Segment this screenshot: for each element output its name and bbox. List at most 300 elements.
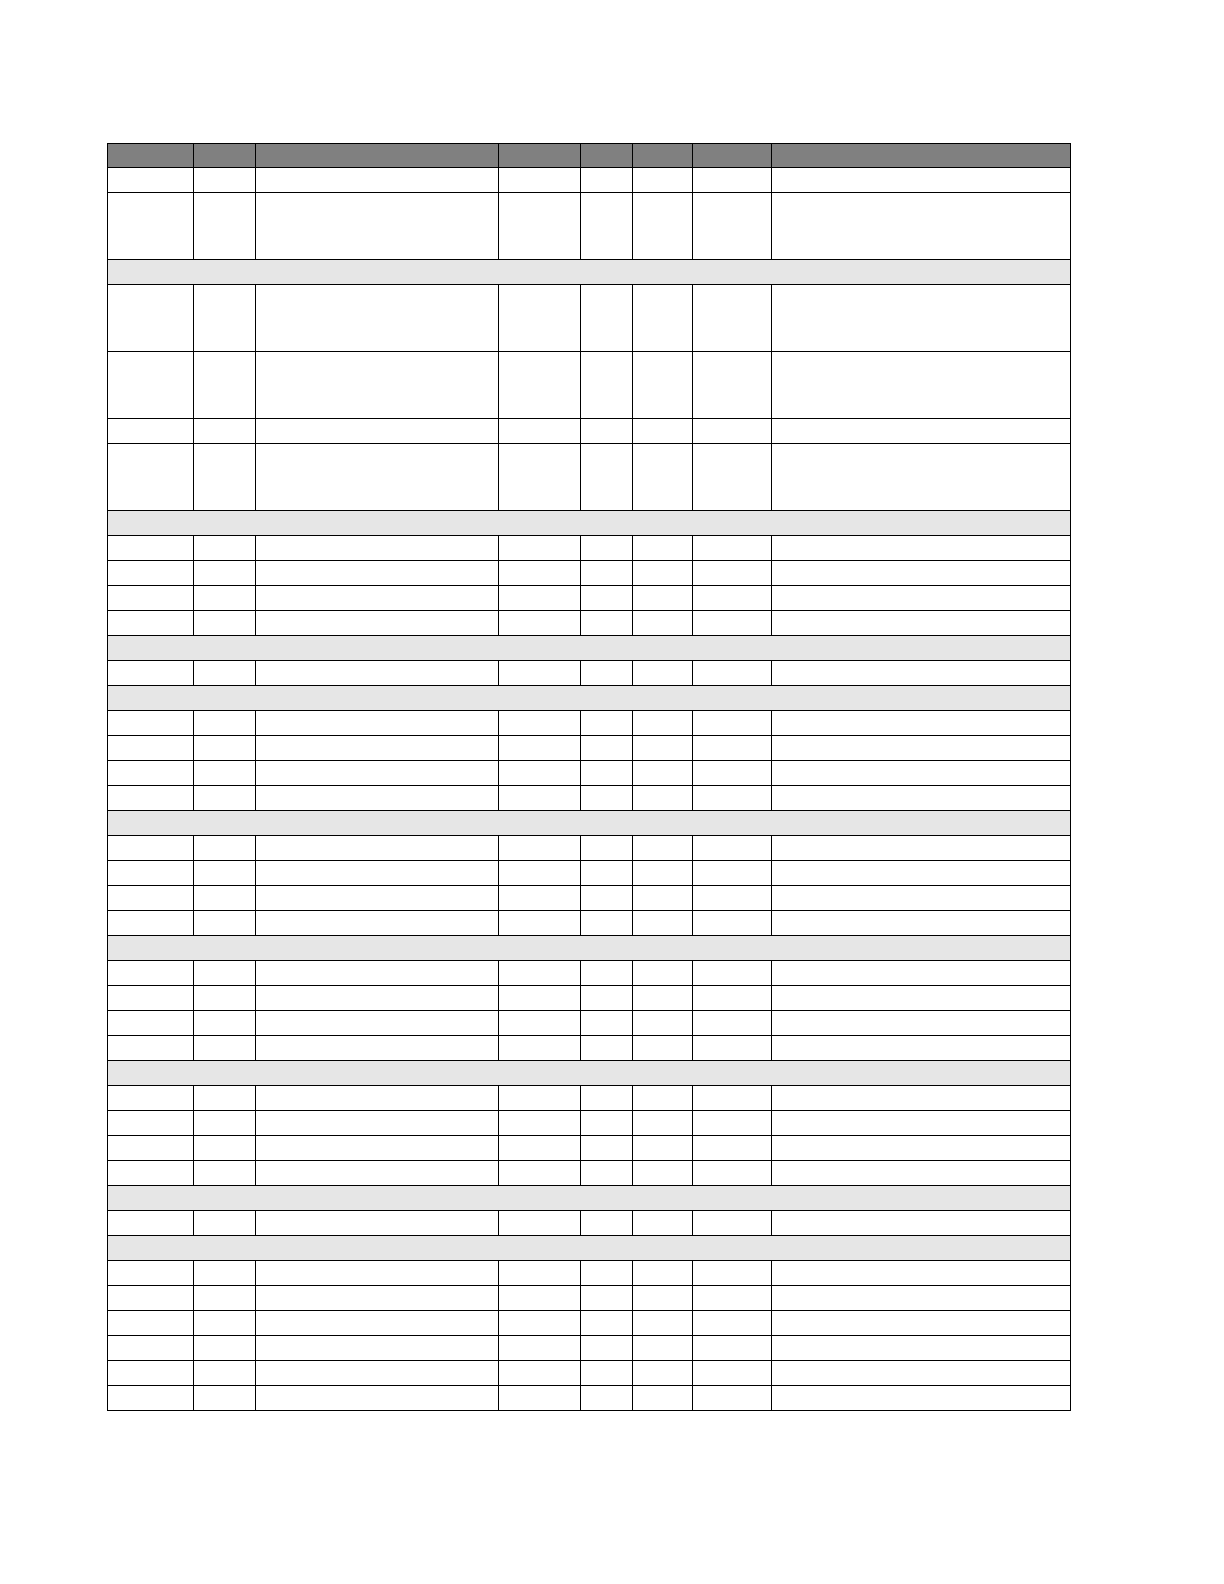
table-cell (581, 661, 633, 686)
table-cell (581, 193, 633, 260)
table-row (108, 1011, 1071, 1036)
table-cell (772, 786, 1071, 811)
table-cell (256, 444, 499, 511)
table-cell (633, 711, 693, 736)
section-label (108, 1061, 1071, 1086)
table-cell (108, 1261, 194, 1286)
section-label (108, 811, 1071, 836)
table-cell (499, 1286, 581, 1311)
table-cell (633, 1111, 693, 1136)
table-cell (108, 1086, 194, 1111)
table-cell (194, 1136, 256, 1161)
table-cell (693, 611, 772, 636)
table-cell (108, 661, 194, 686)
table-cell (772, 886, 1071, 911)
table-cell (633, 419, 693, 444)
table-row (108, 586, 1071, 611)
table-cell (256, 1111, 499, 1136)
table-cell (194, 836, 256, 861)
table-cell (581, 1086, 633, 1111)
table-cell (581, 1136, 633, 1161)
table-cell (108, 1386, 194, 1411)
table-cell (633, 168, 693, 193)
table-cell (693, 986, 772, 1011)
table-row (108, 911, 1071, 936)
table-cell (108, 761, 194, 786)
table-cell (633, 1386, 693, 1411)
table-cell (499, 352, 581, 419)
table-cell (772, 419, 1071, 444)
table-cell (633, 861, 693, 886)
table-cell (108, 1111, 194, 1136)
table-cell (772, 352, 1071, 419)
table-cell (499, 536, 581, 561)
section-label (108, 1186, 1071, 1211)
table-cell (633, 586, 693, 611)
table-cell (772, 1161, 1071, 1186)
table-cell (633, 285, 693, 352)
table-cell (693, 1336, 772, 1361)
table-cell (108, 1286, 194, 1311)
table-cell (256, 193, 499, 260)
table-cell (633, 961, 693, 986)
table-cell (108, 836, 194, 861)
table-cell (194, 561, 256, 586)
table-cell (108, 1036, 194, 1061)
table-cell (693, 1161, 772, 1186)
table-cell (256, 911, 499, 936)
table-cell (772, 1211, 1071, 1236)
table-cell (194, 1011, 256, 1036)
table-row (108, 1261, 1071, 1286)
table-cell (633, 1161, 693, 1186)
table-cell (633, 352, 693, 419)
table-cell (693, 1086, 772, 1111)
table-cell (772, 1261, 1071, 1286)
table-cell (256, 1261, 499, 1286)
table-row (108, 786, 1071, 811)
table-cell (581, 1011, 633, 1036)
table-cell (772, 736, 1071, 761)
table-cell (772, 1011, 1071, 1036)
table-cell (194, 1336, 256, 1361)
table-row (108, 661, 1071, 686)
table-cell (256, 611, 499, 636)
table-cell (633, 986, 693, 1011)
table-cell (633, 193, 693, 260)
table-row (108, 352, 1071, 419)
table-cell (194, 911, 256, 936)
table-cell (693, 193, 772, 260)
table-cell (108, 561, 194, 586)
table-cell (772, 1086, 1071, 1111)
table-cell (499, 1086, 581, 1111)
section-header-row (108, 636, 1071, 661)
table-cell (633, 444, 693, 511)
section-header-row (108, 936, 1071, 961)
table-cell (772, 1386, 1071, 1411)
table-cell (581, 1161, 633, 1186)
table-cell (499, 961, 581, 986)
table-row (108, 1211, 1071, 1236)
table-cell (693, 536, 772, 561)
table-cell (633, 1211, 693, 1236)
table-cell (581, 711, 633, 736)
table-cell (256, 836, 499, 861)
table-cell (194, 193, 256, 260)
table-cell (499, 561, 581, 586)
table-row (108, 1311, 1071, 1336)
table-cell (772, 1336, 1071, 1361)
section-header-row (108, 1186, 1071, 1211)
section-label (108, 686, 1071, 711)
table-cell (108, 736, 194, 761)
table-cell (194, 986, 256, 1011)
table-cell (108, 352, 194, 419)
table-row (108, 1036, 1071, 1061)
table-cell (633, 536, 693, 561)
table-cell (108, 1361, 194, 1386)
table-cell (772, 1311, 1071, 1336)
table-cell (772, 1036, 1071, 1061)
table-cell (693, 711, 772, 736)
table-cell (633, 1361, 693, 1386)
table-cell (108, 1336, 194, 1361)
table-cell (194, 285, 256, 352)
table-cell (194, 711, 256, 736)
table-cell (633, 1011, 693, 1036)
table-cell (256, 861, 499, 886)
table-cell (499, 611, 581, 636)
table-cell (108, 419, 194, 444)
table-cell (693, 761, 772, 786)
table-cell (581, 736, 633, 761)
table-cell (633, 1336, 693, 1361)
section-header-row (108, 811, 1071, 836)
table-cell (194, 886, 256, 911)
table-cell (256, 1311, 499, 1336)
table-cell (693, 1286, 772, 1311)
table-body (108, 168, 1071, 1411)
table-cell (256, 1161, 499, 1186)
section-label (108, 636, 1071, 661)
table-cell (633, 736, 693, 761)
table-row (108, 536, 1071, 561)
table-cell (108, 1136, 194, 1161)
section-label (108, 1236, 1071, 1261)
table-cell (194, 1311, 256, 1336)
table-cell (108, 861, 194, 886)
table-cell (499, 736, 581, 761)
table-cell (772, 285, 1071, 352)
section-header-row (108, 686, 1071, 711)
table-cell (633, 1036, 693, 1061)
table-header-row (108, 144, 1071, 168)
column-header (581, 144, 633, 168)
table-row (108, 561, 1071, 586)
section-label (108, 260, 1071, 285)
table-row (108, 1286, 1071, 1311)
table-cell (693, 736, 772, 761)
table-row (108, 193, 1071, 260)
table-cell (499, 836, 581, 861)
table-cell (633, 611, 693, 636)
table-cell (693, 861, 772, 886)
table-cell (499, 861, 581, 886)
table-cell (693, 911, 772, 936)
table-cell (256, 1086, 499, 1111)
table-row (108, 861, 1071, 886)
table-cell (581, 611, 633, 636)
table-cell (499, 1036, 581, 1061)
table-cell (693, 352, 772, 419)
table-cell (256, 1136, 499, 1161)
table-cell (194, 586, 256, 611)
table-cell (108, 586, 194, 611)
column-header (772, 144, 1071, 168)
column-header (499, 144, 581, 168)
table-row (108, 1086, 1071, 1111)
table-cell (581, 1111, 633, 1136)
table-cell (256, 786, 499, 811)
table-cell (633, 661, 693, 686)
table-cell (108, 711, 194, 736)
table-cell (499, 661, 581, 686)
table-cell (194, 1386, 256, 1411)
table-cell (194, 1361, 256, 1386)
table-cell (194, 352, 256, 419)
section-label (108, 511, 1071, 536)
table-cell (772, 1136, 1071, 1161)
table-cell (256, 961, 499, 986)
table-cell (581, 586, 633, 611)
table-row (108, 886, 1071, 911)
table-cell (499, 1211, 581, 1236)
table-cell (772, 711, 1071, 736)
table-cell (693, 1036, 772, 1061)
table-cell (108, 986, 194, 1011)
table-cell (256, 736, 499, 761)
table-cell (256, 352, 499, 419)
table-cell (256, 561, 499, 586)
table-cell (581, 1036, 633, 1061)
table-cell (499, 285, 581, 352)
table-cell (194, 861, 256, 886)
table-cell (693, 561, 772, 586)
table-cell (499, 1336, 581, 1361)
table-cell (194, 168, 256, 193)
table-cell (499, 586, 581, 611)
table-cell (499, 1311, 581, 1336)
table-cell (581, 961, 633, 986)
table-cell (693, 444, 772, 511)
table-row (108, 836, 1071, 861)
table-cell (499, 193, 581, 260)
table-cell (693, 886, 772, 911)
column-header (693, 144, 772, 168)
section-header-row (108, 1061, 1071, 1086)
table-row (108, 285, 1071, 352)
table-cell (108, 611, 194, 636)
table-cell (772, 661, 1071, 686)
table-cell (581, 168, 633, 193)
table-cell (633, 836, 693, 861)
table-cell (581, 911, 633, 936)
table-cell (693, 1261, 772, 1286)
table-cell (499, 419, 581, 444)
table-cell (772, 561, 1071, 586)
table-row (108, 168, 1071, 193)
table-cell (633, 1136, 693, 1161)
table-cell (581, 419, 633, 444)
table-cell (499, 711, 581, 736)
table-cell (499, 1361, 581, 1386)
table-cell (194, 786, 256, 811)
table-cell (499, 1136, 581, 1161)
table-cell (693, 661, 772, 686)
table-cell (581, 861, 633, 886)
section-header-row (108, 1236, 1071, 1261)
table-cell (693, 1211, 772, 1236)
table-cell (194, 536, 256, 561)
table-row (108, 1111, 1071, 1136)
data-table (107, 143, 1071, 1411)
table-cell (693, 586, 772, 611)
table-cell (108, 911, 194, 936)
table-cell (581, 444, 633, 511)
table-row (108, 1336, 1071, 1361)
table-cell (693, 1311, 772, 1336)
table-cell (581, 285, 633, 352)
table-row (108, 1161, 1071, 1186)
table-cell (499, 886, 581, 911)
table-cell (581, 1361, 633, 1386)
table-cell (581, 561, 633, 586)
table-cell (693, 1361, 772, 1386)
table-cell (772, 911, 1071, 936)
table-cell (108, 886, 194, 911)
table-cell (581, 1386, 633, 1411)
table-cell (499, 986, 581, 1011)
table-row (108, 711, 1071, 736)
table-cell (499, 786, 581, 811)
table-cell (499, 168, 581, 193)
table-cell (772, 1286, 1071, 1311)
table-cell (693, 168, 772, 193)
table-cell (633, 1086, 693, 1111)
section-header-row (108, 511, 1071, 536)
table-cell (772, 1111, 1071, 1136)
table-cell (256, 168, 499, 193)
table-cell (256, 1386, 499, 1411)
table-row (108, 1386, 1071, 1411)
table-cell (499, 1011, 581, 1036)
table-cell (256, 986, 499, 1011)
table-cell (194, 761, 256, 786)
table-cell (194, 611, 256, 636)
table-cell (108, 1161, 194, 1186)
table-cell (581, 786, 633, 811)
table-cell (581, 836, 633, 861)
table-cell (194, 419, 256, 444)
table-cell (194, 1111, 256, 1136)
table-cell (256, 886, 499, 911)
table-cell (772, 861, 1071, 886)
table-cell (499, 1161, 581, 1186)
table-cell (772, 761, 1071, 786)
table-cell (581, 761, 633, 786)
table-cell (581, 1261, 633, 1286)
table-cell (772, 961, 1071, 986)
table-cell (772, 611, 1071, 636)
table-cell (772, 1361, 1071, 1386)
table-cell (256, 1211, 499, 1236)
table-cell (633, 911, 693, 936)
table-cell (194, 1161, 256, 1186)
table-cell (194, 1036, 256, 1061)
table-cell (693, 786, 772, 811)
table-cell (693, 1136, 772, 1161)
table-cell (581, 1311, 633, 1336)
section-header-row (108, 260, 1071, 285)
table-row (108, 444, 1071, 511)
table-cell (499, 1261, 581, 1286)
table-cell (256, 1361, 499, 1386)
table-cell (108, 168, 194, 193)
table-cell (256, 761, 499, 786)
table-cell (693, 1386, 772, 1411)
table-cell (581, 1286, 633, 1311)
table-cell (581, 352, 633, 419)
table-cell (194, 1261, 256, 1286)
table-cell (693, 836, 772, 861)
table-cell (499, 1386, 581, 1411)
table-cell (693, 1011, 772, 1036)
table-cell (256, 536, 499, 561)
table-cell (633, 561, 693, 586)
table-cell (108, 285, 194, 352)
table-cell (693, 419, 772, 444)
column-header (194, 144, 256, 168)
table-cell (693, 1111, 772, 1136)
table-cell (194, 736, 256, 761)
table-cell (256, 1286, 499, 1311)
table-cell (194, 961, 256, 986)
table-cell (194, 444, 256, 511)
table-cell (108, 193, 194, 260)
table-cell (256, 419, 499, 444)
table-cell (772, 193, 1071, 260)
table-cell (499, 444, 581, 511)
table-cell (633, 1311, 693, 1336)
table-cell (108, 1311, 194, 1336)
table-row (108, 736, 1071, 761)
table-cell (256, 1011, 499, 1036)
table-row (108, 1361, 1071, 1386)
table-row (108, 761, 1071, 786)
table-cell (772, 986, 1071, 1011)
table-row (108, 611, 1071, 636)
column-header (108, 144, 194, 168)
table-cell (499, 761, 581, 786)
table-cell (772, 836, 1071, 861)
table-cell (772, 586, 1071, 611)
table-cell (633, 1286, 693, 1311)
table-cell (772, 168, 1071, 193)
table-cell (108, 786, 194, 811)
table-cell (693, 285, 772, 352)
table-cell (581, 536, 633, 561)
